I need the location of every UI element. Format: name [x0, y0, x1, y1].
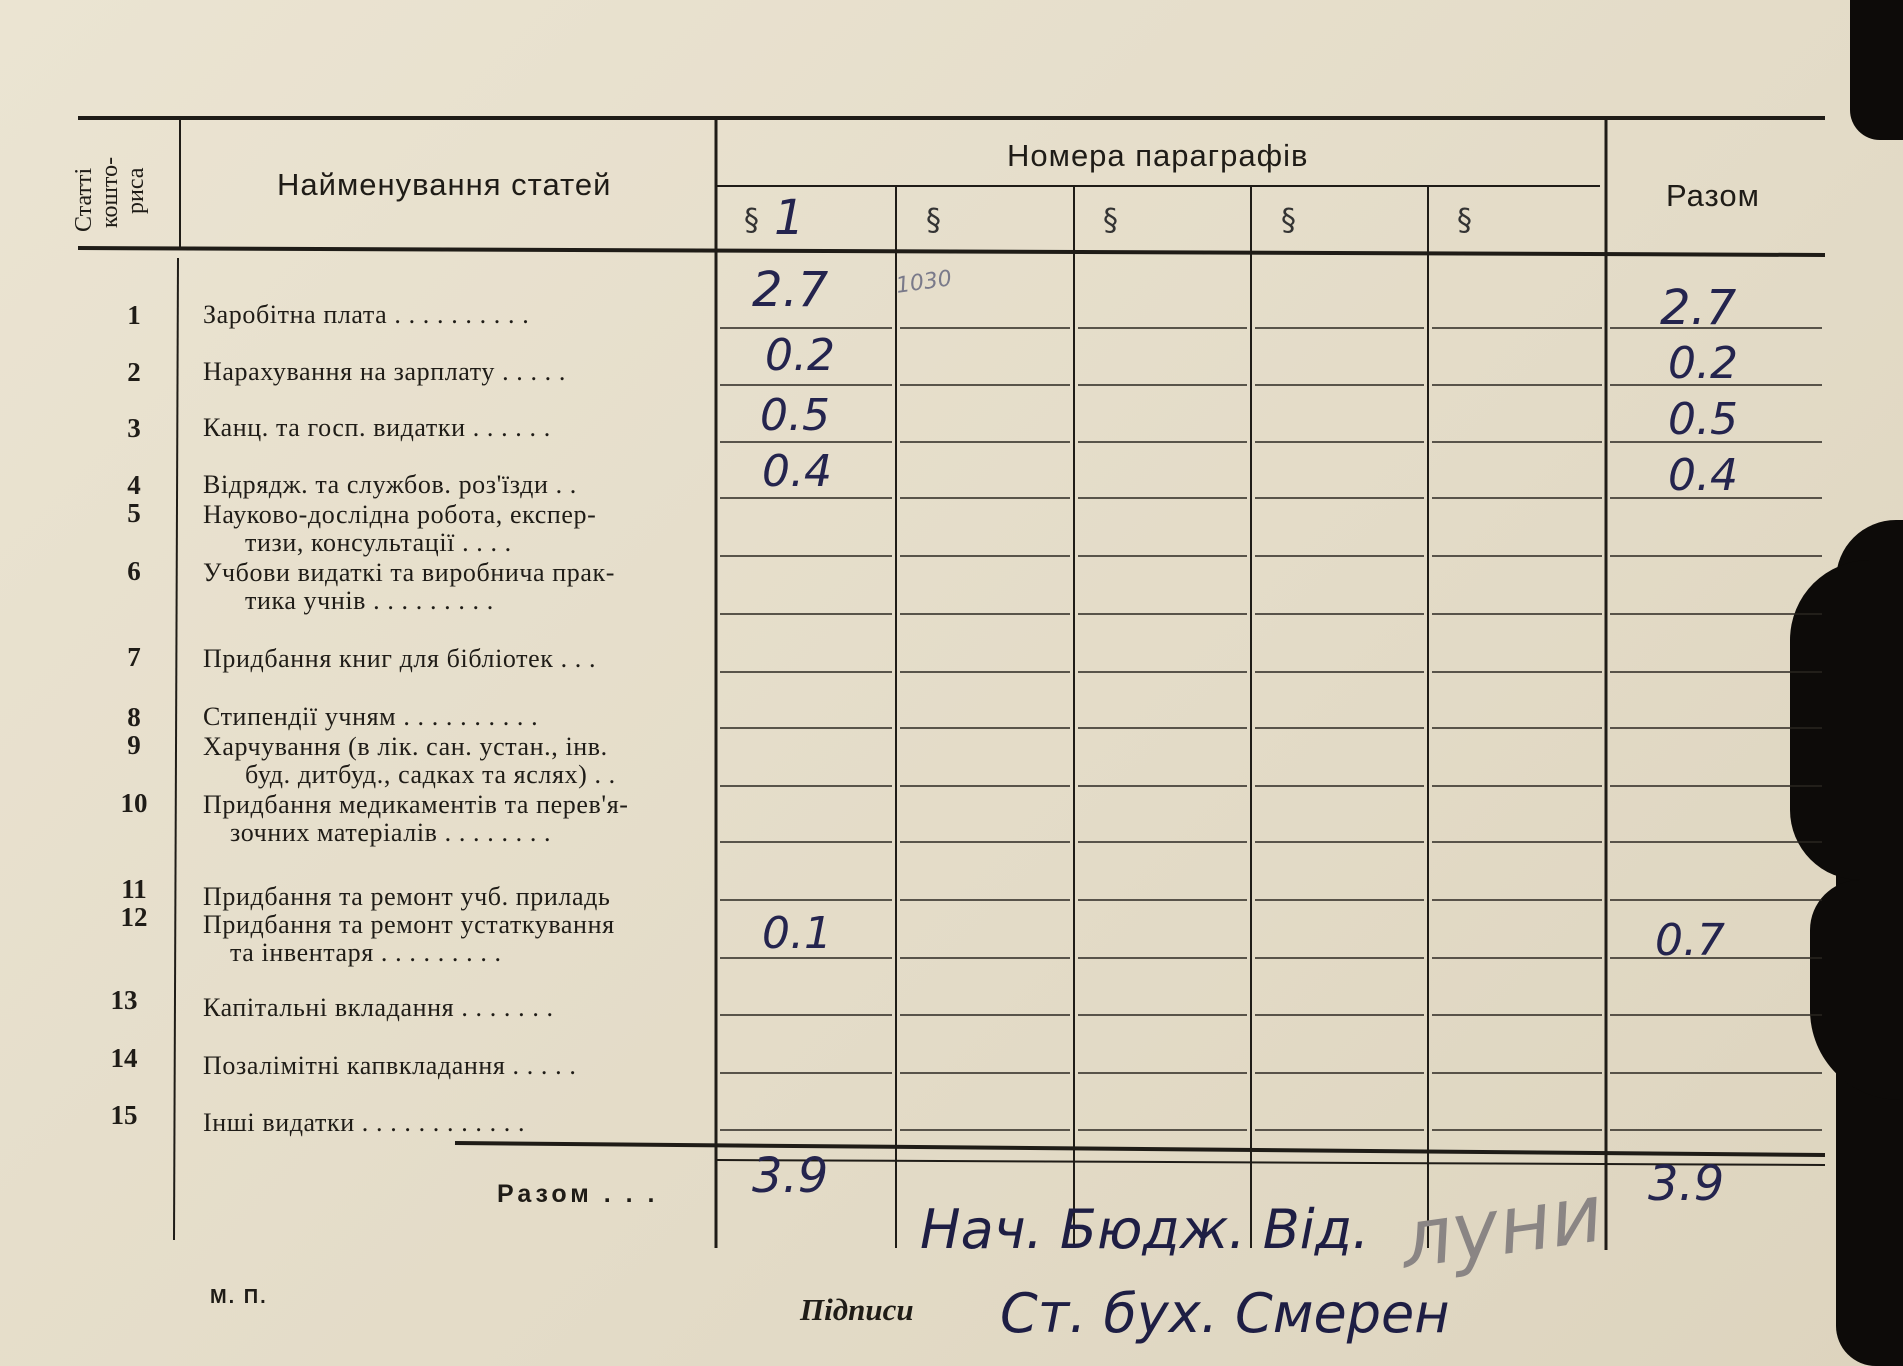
row-label-cont: буд. дитбуд., садках та яслях) . . [245, 760, 616, 789]
row-number: 4 [127, 470, 141, 500]
row-number: 14 [110, 1043, 138, 1073]
section-mark-1: § [744, 203, 759, 238]
row-number: 6 [127, 556, 141, 586]
signatures-label: Підписи [800, 1292, 914, 1327]
row-value-p1: 0.1 [762, 908, 832, 959]
section-mark-5: § [1457, 203, 1472, 238]
row-value-total: 0.4 [1668, 450, 1738, 501]
row-label: Стипендії учням . . . . . . . . . . [203, 702, 539, 731]
row-number: 12 [120, 902, 148, 932]
section-mark-2: § [926, 203, 941, 238]
signature-line-1: Нач. Бюдж. Від. [920, 1198, 1370, 1261]
row-value-p1: 0.4 [762, 446, 832, 497]
row-value-p1: 0.5 [760, 390, 830, 441]
total-label: Разом . . . [497, 1180, 659, 1208]
signature-scrawl: луни [1394, 1166, 1609, 1287]
row-label-cont: та інвентаря . . . . . . . . . [230, 938, 502, 967]
row-number: 10 [120, 788, 148, 818]
row-label: Відрядж. та службов. роз'їзди . . [203, 470, 577, 499]
row-value-total: 0.5 [1668, 394, 1738, 445]
section-number-hw: 1 [774, 190, 805, 246]
column-header-total: Разом [1666, 178, 1760, 213]
header-articles-line3: риса [123, 167, 149, 214]
column-header-paragraphs: Номера параграфів [1007, 138, 1309, 173]
row-label: Позалімітні капвкладання . . . . . [203, 1051, 577, 1080]
row-label: Капітальні вкладання . . . . . . . [203, 993, 554, 1022]
row-label: Придбання медикаментів та перев'я- [203, 790, 629, 819]
section-mark-3: § [1103, 203, 1118, 238]
row-number: 13 [110, 985, 138, 1015]
total-value-sum: 3.9 [1648, 1156, 1725, 1212]
row-number: 7 [127, 642, 141, 672]
signature-line-2: Ст. бух. Смерен [1000, 1282, 1450, 1345]
section-mark-4: § [1281, 203, 1296, 238]
row-label: Харчування (в лік. сан. устан., інв. [203, 732, 608, 761]
row-value-total: 0.7 [1655, 915, 1725, 966]
row-number: 15 [110, 1100, 138, 1130]
row-value-p1: 0.2 [765, 330, 835, 381]
row-label: Інші видатки . . . . . . . . . . . . [203, 1108, 526, 1137]
row-value-p1: 2.7 [752, 262, 829, 318]
row-label: Придбання та ремонт устаткування [203, 910, 615, 939]
column-header-name: Найменування статей [277, 167, 612, 202]
total-value-p1: 3.9 [752, 1148, 829, 1204]
header-articles-line1: Статті [71, 167, 97, 232]
row-value-total: 0.2 [1668, 338, 1738, 389]
row-label-cont: зочних матеріалів . . . . . . . . [230, 818, 552, 847]
stamp-place: М. П. [210, 1286, 268, 1308]
row-label: Придбання книг для бібліотек . . . [203, 644, 597, 673]
row-number: 8 [127, 702, 141, 732]
row-label-cont: тика учнів . . . . . . . . . [245, 586, 494, 615]
row-number: 5 [127, 498, 141, 528]
row-number: 2 [127, 357, 141, 387]
row-number: 9 [127, 730, 141, 760]
row-label: Придбання та ремонт учб. приладь [203, 882, 611, 911]
row-label: Заробітна плата . . . . . . . . . . [203, 300, 530, 329]
row-label: Канц. та госп. видатки . . . . . . [203, 413, 551, 442]
column-header-articles [70, 110, 190, 238]
row-label: Учбови видаткі та виробнича прак- [203, 558, 616, 587]
row-label: Науково-дослідна робота, експер- [203, 500, 597, 529]
row-value-total: 2.7 [1660, 280, 1737, 336]
row-number: 1 [127, 300, 141, 330]
row-number: 11 [121, 874, 147, 904]
header-articles-line2: кошто- [97, 156, 123, 228]
row-number: 3 [127, 413, 141, 443]
row-label-cont: тизи, консультації . . . . [245, 528, 512, 557]
margin-note: 1030 [894, 266, 954, 299]
row-label: Нарахування на зарплату . . . . . [203, 357, 566, 386]
